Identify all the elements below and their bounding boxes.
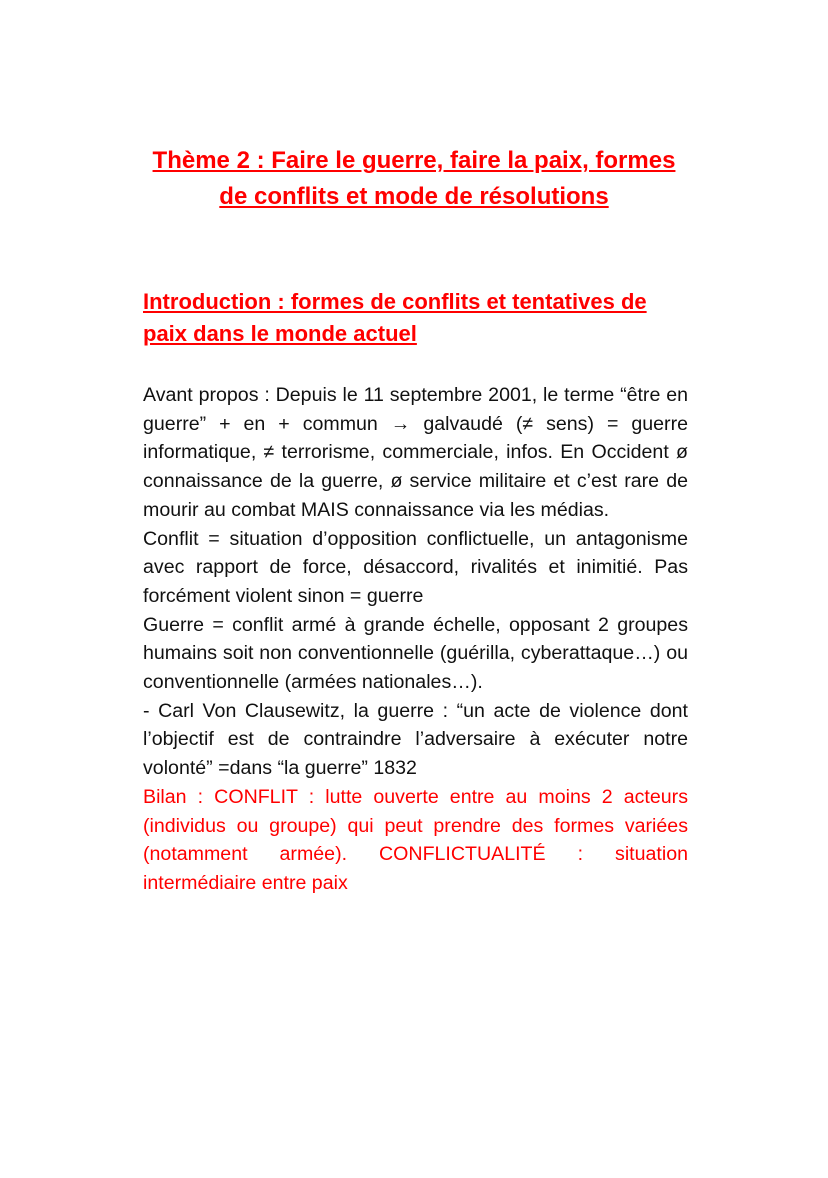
conflit-definition: Conflit = situation d’opposition conflictuelle, un antagonisme avec rapport de force, désaccord, rivalités et inimitié. Pas forcément violent sinon = guerre (143, 527, 688, 607)
guerre-definition: Guerre = conflit armé à grande échelle, opposant 2 groupes humains soit non conventionnelle (guérilla, cyberattaque…) ou conventionnelle (armées nationales…). (143, 613, 688, 694)
document-title: Thème 2 : Faire le guerre, faire la paix, formes de conflits et mode de résolutions (152, 147, 676, 210)
avant-propos-paragraph: Avant propos : Depuis le 11 septembre 2001, le terme “être en guerre” + en + commun → galvaudé (≠ sens) = guerre informatique, ≠ terrorisme, commerciale, infos. En Occident ø connaissance de la guerre, ø service militaire et c’est rare de mourir au combat MAIS connaissance via les médias. (143, 384, 688, 521)
introduction-heading: Introduction : formes de conflits et tentatives de paix dans le monde actuel (143, 289, 647, 346)
document-body (143, 381, 688, 898)
bilan-paragraph: Bilan : CONFLIT : lutte ouverte entre au moins 2 acteurs (individus ou groupe) qui peut prendre des formes variées (notamment armée). CONFLICTUALITÉ : situation intermédiaire entre paix (143, 785, 688, 894)
clausewitz-quote: - Carl Von Clausewitz, la guerre : “un acte de violence dont l’objectif est de contraindre l’adversaire à exécuter notre volonté” =dans “la guerre” 1832 (143, 699, 688, 780)
